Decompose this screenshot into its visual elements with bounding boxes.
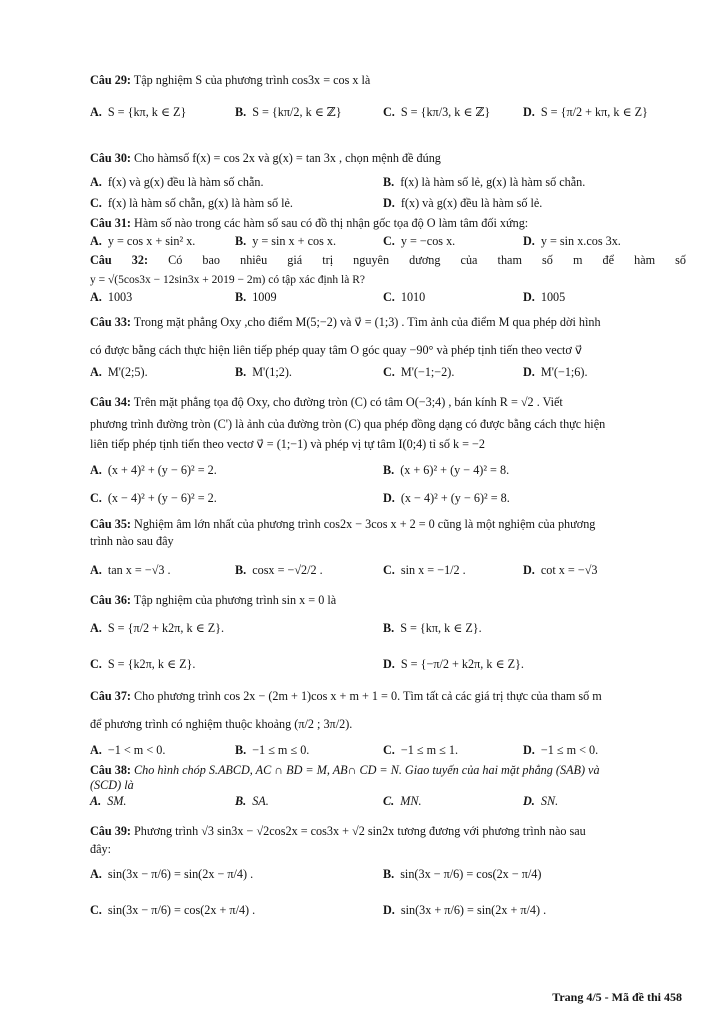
option-34-d[interactable] [383, 490, 510, 506]
option-label: D. [523, 743, 535, 757]
option-label: B. [383, 463, 395, 477]
question-number: Câu 37: [90, 689, 131, 703]
question-number: Câu 39: [90, 824, 131, 838]
question-stem-line-1: Nghiệm âm lớn nhất của phương trình cos2x − 3cos x + 2 = 0 cũng là một nghiệm của phương [134, 517, 596, 531]
option-text: y = sin x.cos 3x. [540, 234, 621, 248]
option-label: C. [383, 794, 395, 808]
option-text: cot x = −√3 [540, 563, 598, 577]
option-29-b[interactable] [235, 104, 342, 120]
option-text: sin(3x − π/6) = cos(2x + π/4) . [107, 903, 256, 917]
option-text: f(x) là hàm số chẵn, g(x) là hàm số lẻ. [107, 196, 293, 210]
option-32-d[interactable] [523, 289, 565, 305]
option-text: f(x) là hàm số lẻ, g(x) là hàm số chẵn. [400, 175, 586, 189]
option-label: B. [383, 175, 395, 189]
option-30-a[interactable] [90, 174, 264, 190]
question-33-line-2: có được bằng cách thực hiện liên tiếp phép quay tâm O góc quay −90° và phép tịnh tiến theo vectơ v⃗ [90, 343, 583, 357]
option-label: B. [383, 867, 395, 881]
option-text: sin(3x + π/6) = sin(2x + π/4) . [400, 903, 547, 917]
option-label: D. [523, 234, 535, 248]
question-37 [90, 688, 602, 704]
option-32-c[interactable] [383, 289, 425, 305]
option-label: C. [383, 105, 395, 119]
option-29-d[interactable] [523, 104, 648, 120]
option-38-d[interactable] [523, 793, 558, 809]
question-stem: Cho hàmsố f(x) = cos 2x và g(x) = tan 3x , chọn mệnh đề đúng [134, 151, 441, 165]
option-text: SM. [107, 794, 127, 808]
question-32 [90, 252, 686, 269]
option-text: (x − 4)² + (y − 6)² = 2. [107, 491, 217, 505]
option-text: cosx = −√2/2 . [252, 563, 323, 577]
option-label: A. [90, 867, 102, 881]
option-label: B. [235, 743, 247, 757]
option-38-b[interactable] [235, 793, 269, 809]
option-39-b[interactable] [383, 866, 541, 882]
option-31-d[interactable] [523, 233, 621, 249]
option-label: B. [235, 234, 247, 248]
option-text: 1005 [540, 290, 566, 304]
option-text: M'(−1;−2). [400, 365, 455, 379]
option-38-a[interactable] [90, 793, 126, 809]
option-label: A. [90, 105, 102, 119]
question-29 [90, 72, 370, 88]
option-label: B. [383, 621, 395, 635]
option-text: S = {π/2 + kπ, k ∈ Z} [540, 105, 648, 119]
option-36-c[interactable] [90, 656, 195, 672]
option-label: A. [90, 365, 102, 379]
question-number: Câu 29: [90, 73, 131, 87]
question-number: Câu 30: [90, 151, 131, 165]
option-29-a[interactable] [90, 104, 186, 120]
option-label: A. [90, 234, 102, 248]
option-text: −1 ≤ m ≤ 0. [252, 743, 310, 757]
question-number: Câu 34: [90, 395, 131, 409]
option-label: D. [523, 794, 535, 808]
option-label: A. [90, 290, 102, 304]
option-label: B. [235, 105, 247, 119]
option-text: (x + 4)² + (y − 6)² = 2. [107, 463, 217, 477]
option-37-b[interactable] [235, 742, 309, 758]
option-32-a[interactable] [90, 289, 132, 305]
option-label: B. [235, 794, 247, 808]
question-stem-line-1: Có bao nhiêu giá trị nguyên dương của tham số m để hàm số [168, 253, 687, 267]
option-text: SA. [252, 794, 269, 808]
option-30-d[interactable] [383, 195, 542, 211]
question-number: Câu 36: [90, 593, 131, 607]
page-footer: Trang 4/5 - Mã đề thi 458 [552, 990, 682, 1004]
option-label: D. [523, 105, 535, 119]
question-31 [90, 215, 528, 231]
option-text: tan x = −√3 . [107, 563, 171, 577]
option-label: A. [90, 794, 102, 808]
option-36-d[interactable] [383, 656, 524, 672]
option-text: sin(3x − π/6) = sin(2x − π/4) . [107, 867, 254, 881]
option-label: D. [383, 657, 395, 671]
question-stem: Hàm số nào trong các hàm số sau có đồ thị nhận gốc tọa độ O làm tâm đối xứng: [134, 216, 529, 230]
option-text: MN. [400, 794, 422, 808]
option-text: 1003 [107, 290, 133, 304]
option-39-c[interactable] [90, 902, 255, 918]
option-text: M'(−1;6). [540, 365, 588, 379]
question-stem-line-1: Cho hình chóp S.ABCD, AC ∩ BD = M, AB∩ CD = N. Giao tuyến của hai mặt phẳng (SAB) và [134, 763, 600, 777]
option-text: −1 < m < 0. [107, 743, 166, 757]
option-39-a[interactable] [90, 866, 253, 882]
question-39 [90, 823, 586, 839]
option-37-c[interactable] [383, 742, 458, 758]
option-label: D. [523, 290, 535, 304]
option-31-a[interactable] [90, 233, 195, 249]
question-stem-line-1: Trong mặt phẳng Oxy ,cho điểm M(5;−2) và v⃗ = (1;3) . Tìm ảnh của điểm M qua phép dời hình [133, 315, 601, 329]
question-stem: Tập nghiệm của phương trình sin x = 0 là [133, 593, 337, 607]
option-text: −1 ≤ m < 0. [540, 743, 599, 757]
question-stem: Tập nghiệm S của phương trình cos3x = cos x là [133, 73, 371, 87]
option-text: y = −cos x. [400, 234, 456, 248]
option-37-d[interactable] [523, 742, 598, 758]
option-label: C. [383, 743, 395, 757]
question-stem-line-1: Phương trình √3 sin3x − √2cos2x = cos3x + √2 sin2x tương đương với phương trình nào sau [134, 824, 586, 838]
option-text: S = {−π/2 + k2π, k ∈ Z}. [400, 657, 524, 671]
option-label: B. [235, 365, 247, 379]
option-35-d[interactable] [523, 562, 598, 578]
option-text: S = {kπ/3, k ∈ ℤ} [400, 105, 491, 119]
question-number: Câu 31: [90, 216, 131, 230]
option-label: C. [90, 903, 102, 917]
option-text: S = {kπ/2, k ∈ ℤ} [252, 105, 342, 119]
question-36 [90, 592, 336, 608]
option-text: 1010 [400, 290, 426, 304]
question-38-line-2: (SCD) là [90, 778, 134, 792]
option-33-d[interactable] [523, 364, 588, 380]
option-label: D. [523, 563, 535, 577]
option-text: M'(1;2). [252, 365, 292, 379]
question-number: Câu 38: [90, 763, 131, 777]
option-34-c[interactable] [90, 490, 217, 506]
question-stem-line-1: Trên mặt phẳng tọa độ Oxy, cho đường tròn (C) có tâm O(−3;4) , bán kính R = √2 . Viết [133, 395, 563, 409]
option-label: A. [90, 743, 102, 757]
question-number: Câu 33: [90, 315, 131, 329]
option-text: (x + 6)² + (y − 4)² = 8. [400, 463, 510, 477]
option-text: f(x) và g(x) đều là hàm số lẻ. [400, 196, 543, 210]
option-label: C. [383, 290, 395, 304]
option-35-a[interactable] [90, 562, 171, 578]
option-text: sin x = −1/2 . [400, 563, 466, 577]
option-label: C. [90, 196, 102, 210]
option-31-b[interactable] [235, 233, 336, 249]
option-text: SN. [540, 794, 559, 808]
option-label: B. [235, 563, 247, 577]
option-text: f(x) và g(x) đều là hàm số chẵn. [107, 175, 264, 189]
option-text: S = {k2π, k ∈ Z}. [107, 657, 196, 671]
option-label: C. [90, 491, 102, 505]
option-text: y = sin x + cos x. [252, 234, 337, 248]
question-number: Câu 32: [90, 253, 149, 267]
question-34-line-2: phương trình đường tròn (C') là ảnh của đường tròn (C) qua phép đồng dạng có được bằng cách thực hiện [90, 417, 606, 431]
question-38 [90, 762, 600, 778]
question-30 [90, 150, 441, 166]
option-29-c[interactable] [383, 104, 490, 120]
option-label: A. [90, 175, 102, 189]
option-31-c[interactable] [383, 233, 455, 249]
option-39-d[interactable] [383, 902, 546, 918]
option-33-a[interactable] [90, 364, 148, 380]
question-32-line-2: y = √(5cos3x − 12sin3x + 2019 − 2m) có tập xác định là R? [90, 274, 365, 286]
question-number: Câu 35: [90, 517, 131, 531]
option-30-b[interactable] [383, 174, 585, 190]
question-34 [90, 394, 563, 410]
option-text: −1 ≤ m ≤ 1. [400, 743, 459, 757]
question-33 [90, 314, 601, 330]
option-text: (x − 4)² + (y − 6)² = 8. [400, 491, 510, 505]
option-37-a[interactable] [90, 742, 165, 758]
option-label: D. [383, 491, 395, 505]
option-text: y = cos x + sin² x. [107, 234, 196, 248]
option-label: D. [383, 196, 395, 210]
question-39-line-2: đây: [90, 842, 111, 856]
option-33-b[interactable] [235, 364, 292, 380]
question-37-line-2: để phương trình có nghiệm thuộc khoảng (π/2 ; 3π/2). [90, 717, 353, 731]
question-stem-line-1: Cho phương trình cos 2x − (2m + 1)cos x + m + 1 = 0. Tìm tất cả các giá trị thực của tham số m [134, 689, 602, 703]
option-label: C. [383, 365, 395, 379]
option-label: A. [90, 463, 102, 477]
option-text: 1009 [252, 290, 277, 304]
option-text: S = {kπ, k ∈ Z} [107, 105, 187, 119]
option-label: C. [383, 563, 395, 577]
option-label: B. [235, 290, 247, 304]
option-text: sin(3x − π/6) = cos(2x − π/4) [400, 867, 542, 881]
option-33-c[interactable] [383, 364, 454, 380]
option-34-a[interactable] [90, 462, 217, 478]
option-label: D. [383, 903, 395, 917]
option-35-c[interactable] [383, 562, 466, 578]
question-34-line-3: liên tiếp phép tịnh tiến theo vectơ v⃗ = (1;−1) và phép vị tự tâm I(0;4) tỉ số k = −2 [90, 437, 486, 451]
option-36-b[interactable] [383, 620, 482, 636]
option-30-c[interactable] [90, 195, 293, 211]
option-32-b[interactable] [235, 289, 277, 305]
option-label: A. [90, 563, 102, 577]
option-38-c[interactable] [383, 793, 422, 809]
option-34-b[interactable] [383, 462, 509, 478]
option-text: S = {π/2 + k2π, k ∈ Z}. [107, 621, 225, 635]
option-label: D. [523, 365, 535, 379]
option-label: C. [383, 234, 395, 248]
option-36-a[interactable] [90, 620, 224, 636]
option-label: C. [90, 657, 102, 671]
question-35-line-2: trình nào sau đây [90, 534, 174, 548]
option-text: M'(2;5). [107, 365, 148, 379]
option-35-b[interactable] [235, 562, 323, 578]
option-label: A. [90, 621, 102, 635]
option-text: S = {kπ, k ∈ Z}. [400, 621, 482, 635]
question-35 [90, 516, 595, 532]
